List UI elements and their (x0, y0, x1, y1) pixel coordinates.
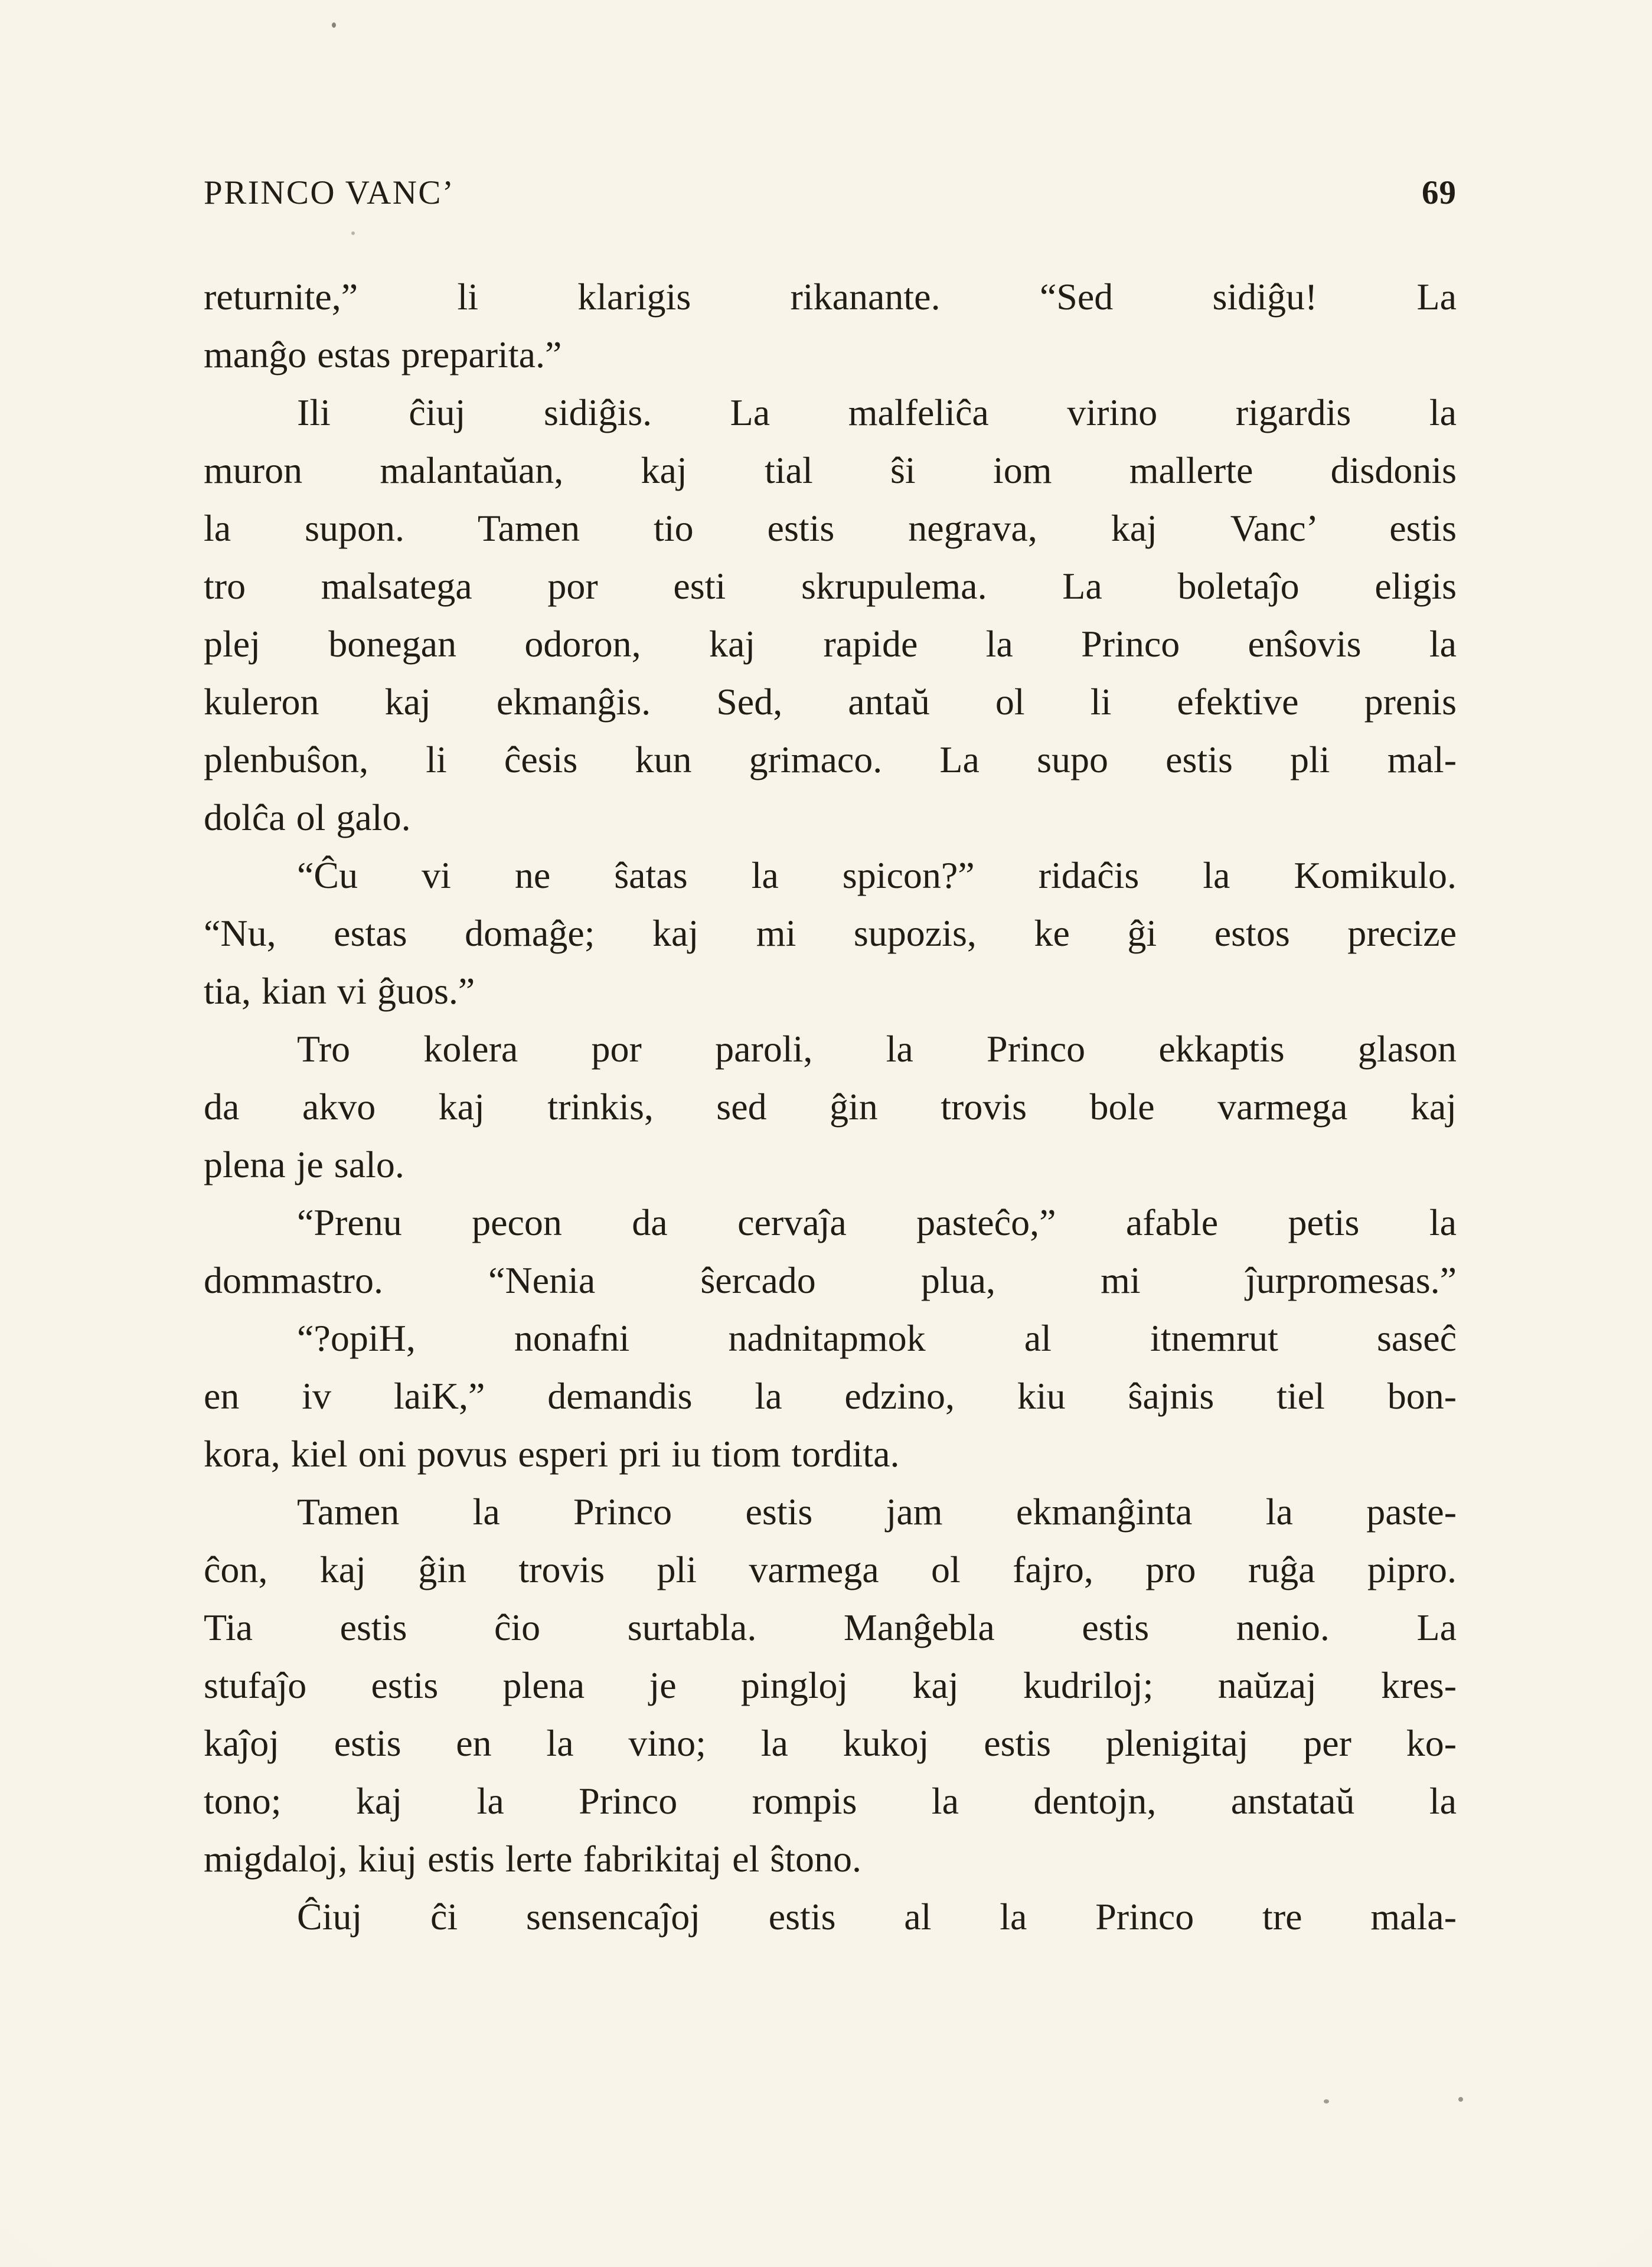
text-line: “Ĉu vi ne ŝatas la spicon?” ridaĉis la Komikulo. (297, 854, 1457, 896)
page-number: 69 (1422, 174, 1457, 211)
text-line: plena je salo. (204, 1144, 404, 1185)
text-line: Tro kolera por paroli, la Princo ekkaptis glason (297, 1028, 1457, 1070)
text-line: ĉon, kaj ĝin trovis pli varmega ol fajro, pro ruĝa pipro. (204, 1549, 1457, 1590)
text-line: dommastro. “Nenia ŝercado plua, mi ĵurpromesas.” (204, 1259, 1457, 1301)
text-line: plej bonegan odoron, kaj rapide la Princo enŝovis la (204, 623, 1457, 665)
paragraph (204, 1309, 1457, 1483)
text-line: kuleron kaj ekmanĝis. Sed, antaŭ ol li efektive prenis (204, 681, 1457, 723)
text-line: tono; kaj la Princo rompis la dentojn, anstataŭ la (204, 1780, 1457, 1822)
text-line: manĝo estas preparita.” (204, 334, 562, 375)
paragraph (204, 1483, 1457, 1888)
paragraph (204, 1020, 1457, 1194)
text-line: stufaĵo estis plena je pingloj kaj kudriloj; naŭzaj kres- (204, 1664, 1457, 1706)
running-header (204, 172, 1457, 214)
paragraph (204, 847, 1457, 1020)
page-body (204, 268, 1457, 1946)
text-line: tro malsatega por esti skrupulema. La boletaĵo eligis (204, 565, 1457, 607)
text-line: la supon. Tamen tio estis negrava, kaj Vanc’ estis (204, 507, 1457, 549)
text-line: “?opiH, nonafni nadnitapmok al itnemrut saseĉ (297, 1317, 1457, 1359)
text-line: dolĉa ol galo. (204, 796, 411, 838)
paragraph (204, 384, 1457, 847)
text-line: “Nu, estas domaĝe; kaj mi supozis, ke ĝi estos precize (204, 912, 1457, 954)
page-title: PRINCO VANC’ (204, 174, 455, 211)
scan-speck (1458, 2097, 1463, 2102)
page-content (204, 172, 1457, 1946)
scan-speck (1324, 2099, 1329, 2103)
text-line: plenbuŝon, li ĉesis kun grimaco. La supo estis pli mal- (204, 739, 1457, 780)
text-line: muron malantaŭan, kaj tial ŝi iom mallerte disdonis (204, 449, 1457, 491)
text-line: Tamen la Princo estis jam ekmanĝinta la paste- (297, 1491, 1457, 1533)
text-line: en iv laiK,” demandis la edzino, kiu ŝajnis tiel bon- (204, 1375, 1457, 1417)
scan-speck (332, 22, 336, 28)
paragraph (204, 1888, 1457, 1946)
text-line: Ili ĉiuj sidiĝis. La malfeliĉa virino rigardis la (297, 391, 1457, 433)
paragraph (204, 268, 1457, 384)
text-line: tia, kian vi ĝuos.” (204, 970, 475, 1012)
text-line: da akvo kaj trinkis, sed ĝin trovis bole varmega kaj (204, 1086, 1457, 1128)
paragraph (204, 1194, 1457, 1309)
text-line: kaĵoj estis en la vino; la kukoj estis plenigitaj per ko- (204, 1722, 1457, 1764)
text-line: returnite,” li klarigis rikanante. “Sed sidiĝu! La (204, 276, 1457, 318)
text-line: Ĉiuj ĉi sensencaĵoj estis al la Princo tre mala- (297, 1896, 1457, 1938)
text-line: kora, kiel oni povus esperi pri iu tiom tordita. (204, 1433, 900, 1475)
text-line: migdaloj, kiuj estis lerte fabrikitaj el ŝtono. (204, 1838, 861, 1880)
text-line: Tia estis ĉio surtabla. Manĝebla estis nenio. La (204, 1606, 1457, 1648)
text-line: “Prenu pecon da cervaĵa pasteĉo,” afable petis la (297, 1201, 1457, 1243)
